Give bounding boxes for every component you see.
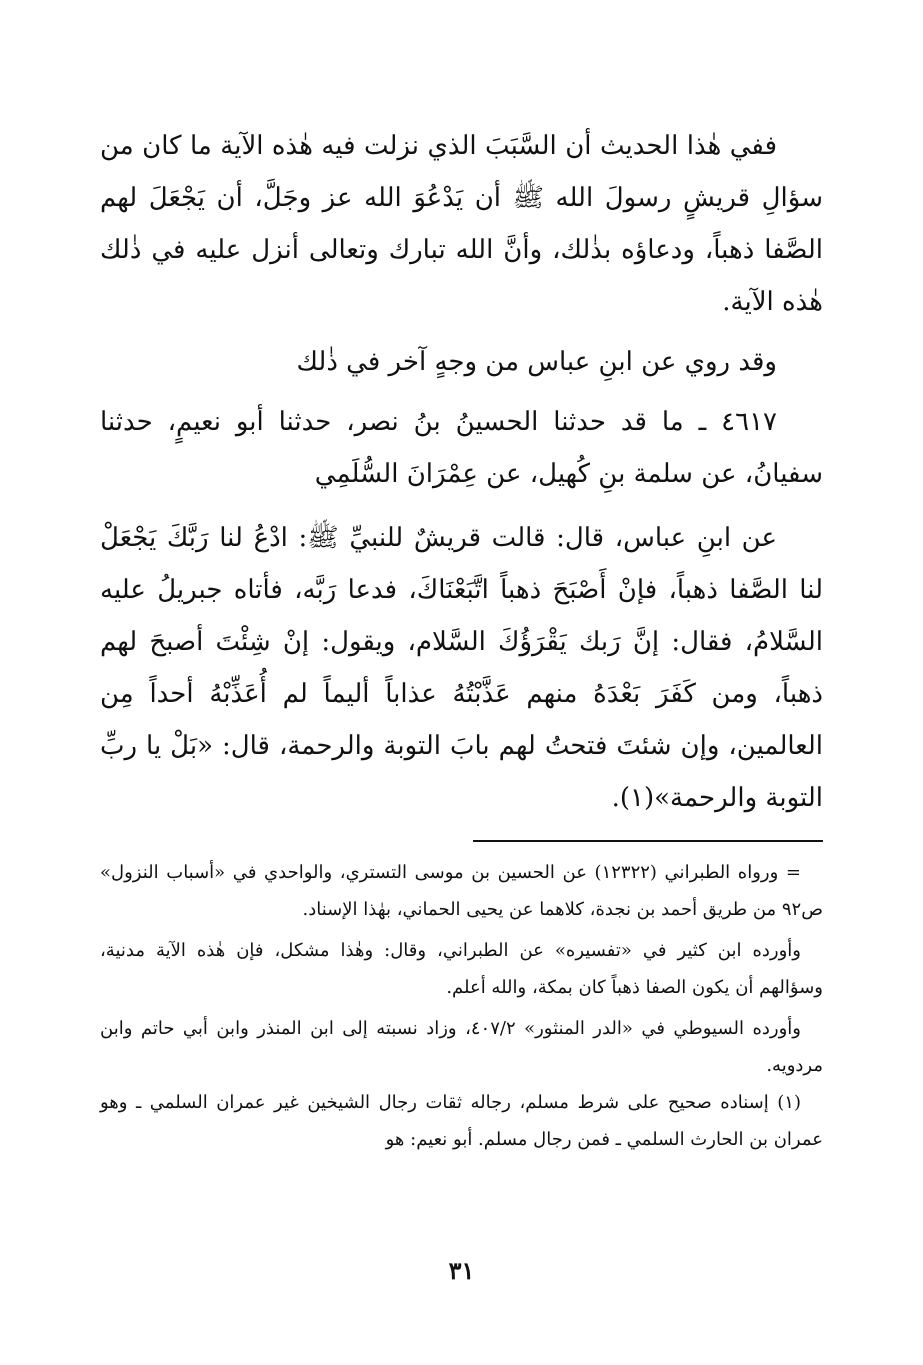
footnote-suyuti: وأورده السيوطي في «الدر المنثور» ٤٠٧/٢، وزاد نسبته إلى ابن المنذر وابن أبي حاتم وابن مردويه. (100, 1018, 823, 1076)
footnote-ibn-kathir: وأورده ابن كثير في «تفسيره» عن الطبراني، وقال: وهٰذا مشكل، فإن هٰذه الآية مدنية، وسؤالهم أن يكون الصفا ذهباً كان بمكة، والله أعلم. (100, 940, 823, 998)
paragraph-commentary: ففي هٰذا الحديث أن السَّبَبَ الذي نزلت فيه هٰذه الآية ما كان من سؤالِ قريشٍ رسولَ الله ﷺ أن يَدْعُوَ الله عز وجَلَّ، أن يَجْعَلَ لهم الصَّفا ذهباً، ودعاؤه بذٰلك، وأنَّ الله تبارك وتعالى أنزل عليه في ذٰلك هٰذه الآية. (100, 131, 823, 317)
footnote-continuation: = ورواه الطبراني (١٢٣٢٢) عن الحسين بن موسى التستري، والواحدي في «أسباب النزول» ص٩٢ من طريق أحمد بن نجدة، كلاهما عن يحيى الحماني، بهٰذا الإسناد. (100, 862, 823, 920)
page-number: ٣١ (448, 1256, 475, 1285)
footnote-separator (473, 840, 823, 842)
footnote-1: (١) إسناده صحيح على شرط مسلم، رجاله ثقات رجال الشيخين غير عمران السلمي ـ وهو عمران بن الحارث السلمي ـ فمن رجال مسلم. أبو نعيم: هو (100, 1092, 823, 1150)
book-page (100, 120, 823, 1285)
paragraph-hadith-text: عن ابنِ عباس، قال: قالت قريشٌ للنبيِّ ﷺ: ادْعُ لنا رَبَّكَ يَجْعَلْ لنا الصَّفا ذهباً، فإنْ أَصْبَحَ ذهباً اتَّبَعْنَاكَ، فدعا رَبَّه، فأتاه جبريلُ عليه السَّلامُ، فقال: إنَّ رَبك يَقْرَؤُكَ السَّلام، ويقول: إنْ شِئْتَ أصبحَ لهم ذهباً، ومن كَفَرَ بَعْدَهُ منهم عَذَّبْتُهُ عذاباً أليماً لم أُعَذِّبْهُ أحداً مِن العالمين، وإن شئتَ فتحتُ لهم بابَ التوبة والرحمة، قال: «بَلْ يا ربِّ التوبة والرحمة»(١). (100, 523, 823, 813)
paragraph-hadith-chain: ٤٦١٧ ـ ما قد حدثنا الحسينُ بنُ نصر، حدثنا أبو نعيمٍ، حدثنا سفيانُ، عن سلمة بنِ كُهيل، عن عِمْرَانَ السُّلَمِي (100, 407, 823, 489)
main-text (100, 120, 823, 824)
paragraph-narration-intro: وقد روي عن ابنِ عباس من وجهٍ آخر في ذٰلك (296, 347, 777, 377)
footnotes (100, 854, 823, 1158)
